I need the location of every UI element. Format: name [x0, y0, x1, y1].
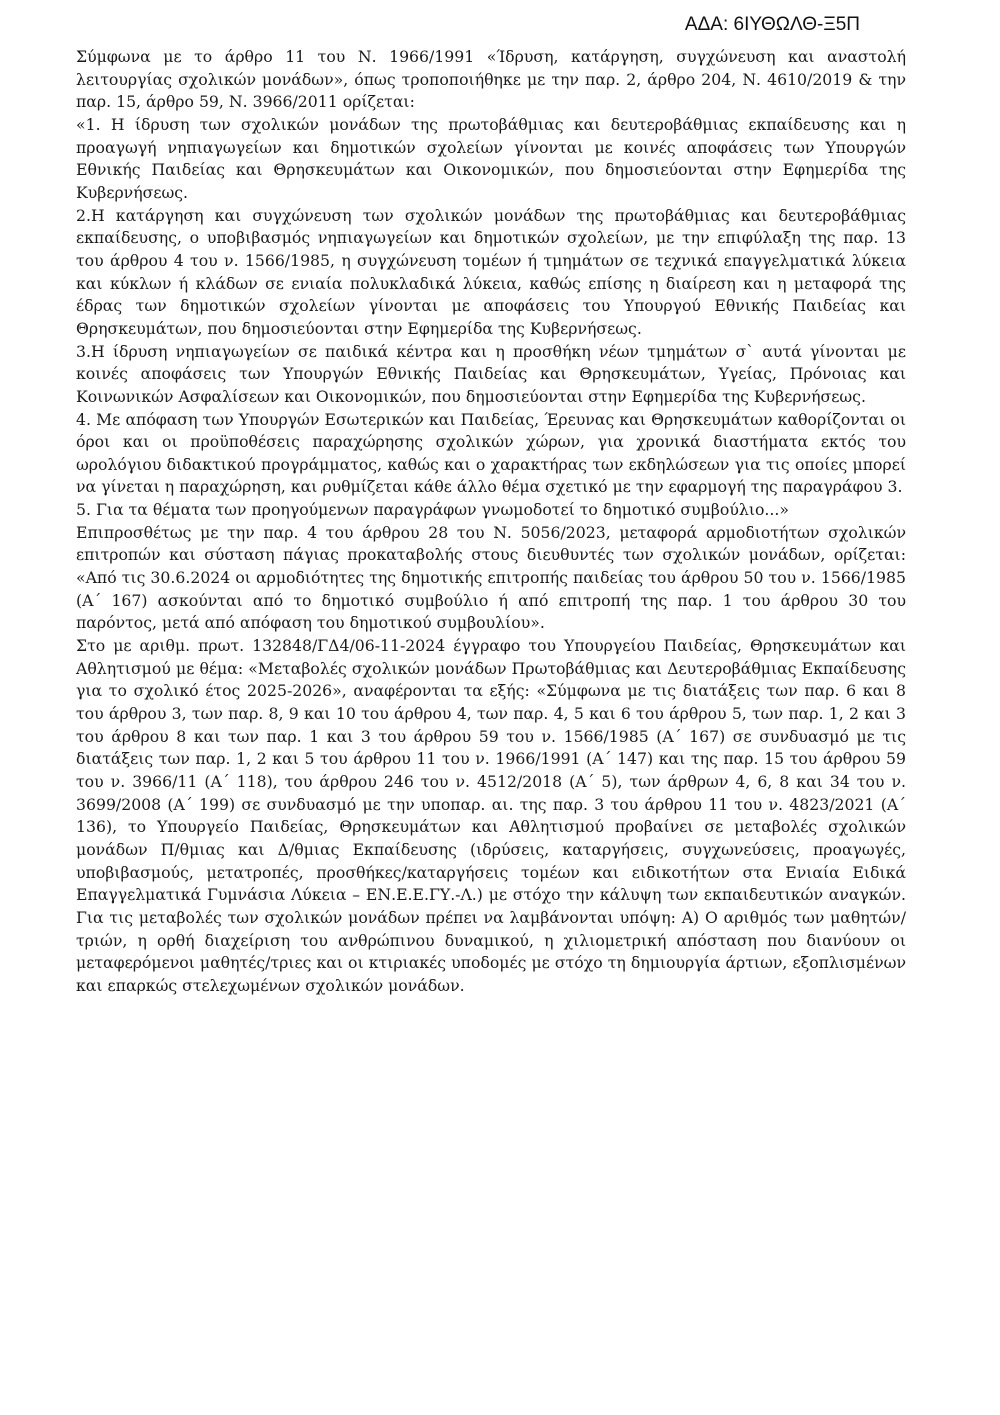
paragraph-ministry-document: Στο με αριθμ. πρωτ. 132848/ΓΔ4/06-11-2024 έγγραφο του Υπουργείου Παιδείας, Θρησκευμάτων και Αθλητισμού με θέμα: «Μεταβολές σχολικών μονάδων Πρωτοβάθμιας και Δευτεροβάθμιας Εκπαίδευσης για το σχολικό έτος 2025-2026», αναφέρονται τα εξής: «Σύμφωνα με τις διατάξεις των παρ. 6 και 8 του άρθρου 3, των παρ. 8, 9 και 10 του άρθρου 4, των παρ. 4, 5 και 6 του άρθρου 5, των παρ. 1, 2 και 3 του άρθρου 8 και των παρ. 1 και 3 του άρθρου 59 του ν. 1566/1985 (Α΄ 167) σε συνδυασμό με τις διατάξεις των παρ. 1, 2 και 5 του άρθρου 11 του ν. 1966/1991 (Α΄ 147) και της παρ. 15 του άρθρου 59 του ν. 3966/11 (Α΄ 118), του άρθρου 246 του ν. 4512/2018 (Α΄ 5), των άρθρων 4, 6, 8 και 34 του ν. 3699/2008 (Α΄ 199) σε συνδυασμό με την υποπαρ. αι. της παρ. 3 του άρθρου 11 του ν. 4823/2021 (Α΄ 136), το Υπουργείο Παιδείας, Θρησκευμάτων και Αθλητισμού προβαίνει σε μεταβολές σχολικών μονάδων Π/θμιας και Δ/θμιας Εκπαίδευσης (ιδρύσεις, καταργήσεις, συγχωνεύσεις, προαγωγές, υποβιβασμούς, μετατροπές, προσθήκες/καταργήσεις τομέων και ειδικοτήτων στα Ενιαία Ειδικά Επαγγελματικά Γυμνάσια Λύκεια – ΕΝ.Ε.Ε.ΓΥ.-Λ.) με στόχο την κάλυψη των εκπαιδευτικών αναγκών. Για τις μεταβολές των σχολικών μονάδων πρέπει να λαμβάνονται υπόψη: Α) Ο αριθμός των μαθητών/τριών, η ορθή διαχείριση του ανθρώπινου δυναμικού, η χιλιομετρική απόσταση που διανύουν οι μεταφερόμενοι μαθητές/τριες και οι κτιριακές υποδομές με στόχο τη δημιουργία άρτιων, εξοπλισμένων και επαρκώς στελεχωμένων σχολικών μονάδων.: [76, 636, 906, 995]
ada-code: ΑΔΑ: 6ΙΥΘΩΛΘ-Ξ5Π: [684, 14, 860, 35]
document-body: [76, 46, 906, 998]
paragraph-clause-3: 3.Η ίδρυση νηπιαγωγείων σε παιδικά κέντρα και η προσθήκη νέων τμημάτων σ` αυτά γίνονται με κοινές αποφάσεις των Υπουργών Εθνικής Παιδείας και Θρησκευμάτων, Υγείας, Πρόνοιας και Κοινωνικών Ασφαλίσεων και Οικονομικών, που δημοσιεύονται στην Εφημερίδα της Κυβερνήσεως.: [76, 341, 906, 406]
paragraph-clause-4: 4. Με απόφαση των Υπουργών Εσωτερικών και Παιδείας, Έρευνας και Θρησκευμάτων καθορίζονται οι όροι και οι προϋποθέσεις παραχώρησης σχολικών χώρων, για χρονικά διαστήματα εκτός του ωρολόγιου διδακτικού προγράμματος, καθώς και ο χαρακτήρας των εκδηλώσεων για τις οποίες μπορεί να γίνεται η παραχώρηση, και ρυθμίζεται κάθε άλλο θέμα σχετικό με την εφαρμογή της παραγράφου 3.: [76, 409, 906, 497]
paragraph-clause-5: 5. Για τα θέματα των προηγούμενων παραγράφων γνωμοδοτεί το δημοτικό συμβούλιο...»: [76, 500, 789, 520]
paragraph-intro: Σύμφωνα με το άρθρο 11 του Ν. 1966/1991 «Ίδρυση, κατάργηση, συγχώνευση και αναστολή λειτουργίας σχολικών μονάδων», όπως τροποποιήθηκε με την παρ. 2, άρθρο 204, Ν. 4610/2019 & την παρ. 15, άρθρο 59, Ν. 3966/2011 ορίζεται:: [76, 47, 906, 112]
paragraph-clause-2: 2.Η κατάργηση και συγχώνευση των σχολικών μονάδων της πρωτοβάθμιας και δευτεροβάθμιας εκπαίδευσης, ο υποβιβασμός νηπιαγωγείων και δημοτικών σχολείων, με την επιφύλαξη της παρ. 13 του άρθρου 4 του ν. 1566/1985, η συγχώνευση τομέων ή τμημάτων σε τεχνικά επαγγελματικά λύκεια και κύκλων ή κλάδων σε ενιαία πολυκλαδικά λύκεια, καθώς επίσης η διαίρεση και η μεταφορά της έδρας των δημοτικών σχολείων γίνονται με αποφάσεις του Υπουργού Εθνικής Παιδείας και Θρησκευμάτων, που δημοσιεύονται στην Εφημερίδα της Κυβερνήσεως.: [76, 205, 906, 338]
paragraph-clause-1: «1. Η ίδρυση των σχολικών μονάδων της πρωτοβάθμιας και δευτεροβάθμιας εκπαίδευσης και η προαγωγή νηπιαγωγείων και δημοτικών σχολείων γίνονται με κοινές αποφάσεις των Υπουργών Εθνικής Παιδείας και Θρησκευμάτων και Οικονομικών, που δημοσιεύονται στην Εφημερίδα της Κυβερνήσεως.: [76, 114, 906, 202]
paragraph-additional-law: Επιπροσθέτως με την παρ. 4 του άρθρου 28 του Ν. 5056/2023, μεταφορά αρμοδιοτήτων σχολικών επιτροπών και σύσταση πάγιας προκαταβολής στους διευθυντές των σχολικών μονάδων, ορίζεται: «Από τις 30.6.2024 οι αρμοδιότητες της δημοτικής επιτροπής παιδείας του άρθρου 50 του ν. 1566/1985 (Α΄ 167) ασκούνται από το δημοτικό συμβούλιο ή από επιτροπή της παρ. 1 του άρθρου 30 του παρόντος, μετά από απόφαση του δημοτικού συμβουλίου».: [76, 522, 906, 633]
